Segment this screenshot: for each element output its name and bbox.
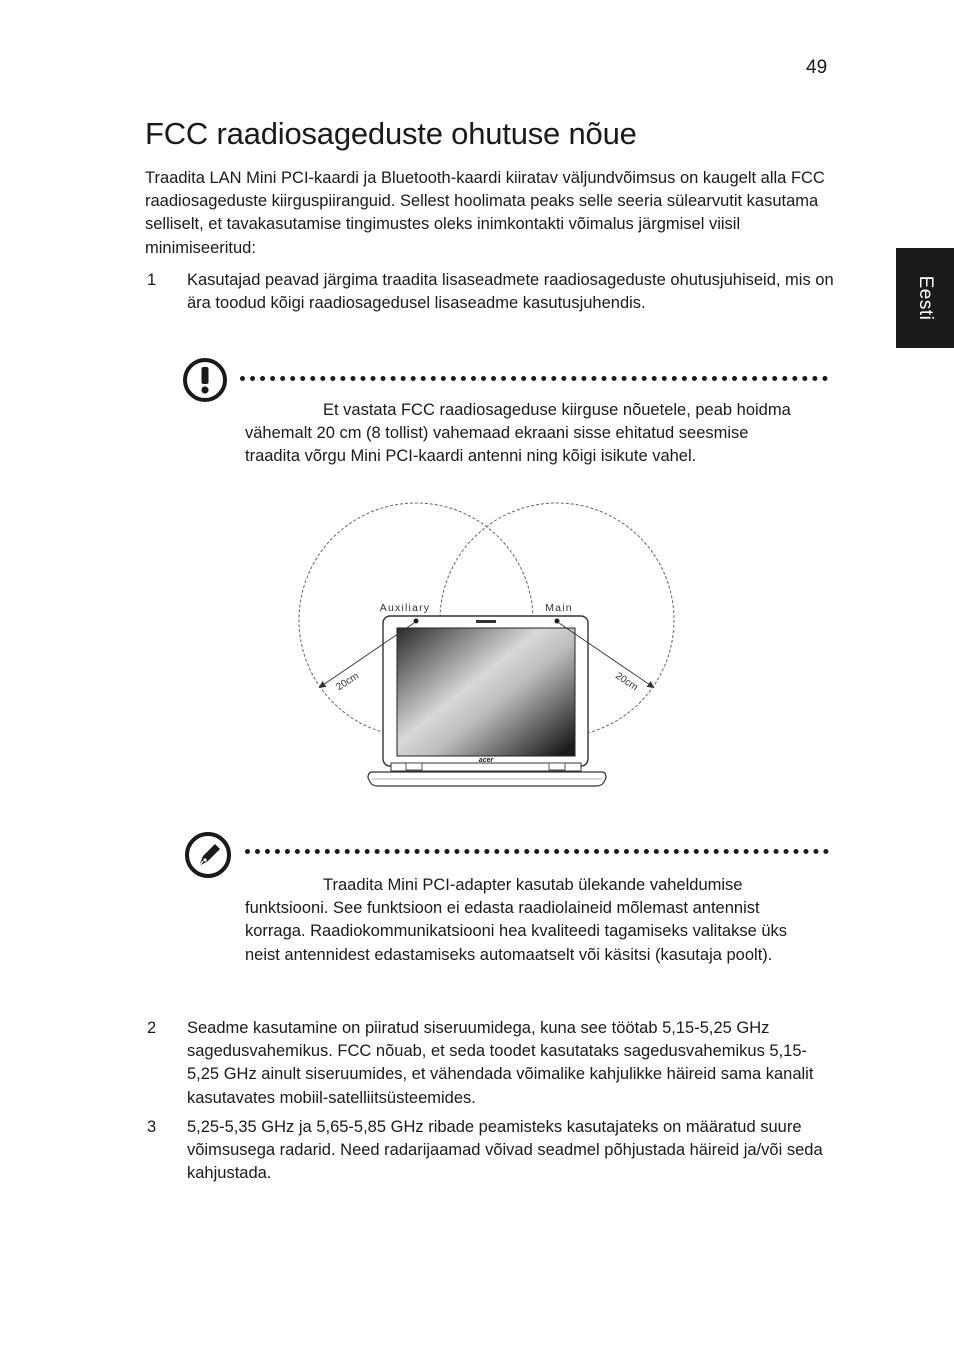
antenna-distance-diagram: [290, 498, 690, 798]
caution-text: Et vastata FCC raadiosageduse kiirguse nõuetele, peab hoidma vähemalt 20 cm (8 tollist) vahemaad ekraani sisse ehitatud seesmise traadita võrgu Mini PCI-kaardi antenni ning kõigi isikute vahel.: [245, 401, 791, 466]
page-number: 49: [806, 57, 828, 78]
auxiliary-antenna-label: Auxiliary: [379, 602, 431, 614]
language-side-tab-label: Eesti: [915, 275, 936, 321]
note-divider: [245, 849, 829, 854]
note-text: Traadita Mini PCI-adapter kasutab ülekande vaheldumise funktsiooni. See funktsioon ei edasta raadiolaineid mõlemast antennist korraga. Raadiokommunikatsiooni hea kvaliteedi tagamiseks valitakse üks neist antennidest edastamiseks automaatselt või käsitsi (kasutaja poolt).: [245, 876, 788, 964]
main-antenna-label: Main: [545, 602, 573, 614]
list-item-1: [145, 269, 835, 315]
list-number: 2: [147, 1019, 157, 1037]
list-number: 3: [147, 1118, 157, 1136]
caution-divider: [240, 376, 828, 381]
list-item-2: [145, 1017, 835, 1110]
pen-circle-icon: [184, 831, 232, 879]
laptop-screen: [397, 628, 575, 756]
page-title: FCC raadiosageduste ohutuse nõue: [145, 116, 637, 151]
intro-paragraph: Traadita LAN Mini PCI-kaardi ja Bluetooth-kaardi kiiratav väljundvõimsus on kaugelt alla FCC raadiosageduste kiirguspiiranguid. Sellest hoolimata peaks selle seeria sülearvutit kasutama selliselt, et tavakasutamise tingimustes oleks inimkontakti võimalus järgmisel viisil minimiseeritud:: [145, 169, 825, 257]
exclamation-circle-icon: [182, 357, 228, 403]
main-antenna-marker: [555, 619, 560, 624]
laptop-logo: acer: [478, 757, 494, 764]
list-text: Seadme kasutamine on piiratud siseruumidega, kuna see töötab 5,15-5,25 GHz sagedusvahemikus. FCC nõuab, et seda toodet kasutataks sagedusvahemikus 5,15-5,25 GHz ainult siseruumides, et vähendada võimalike kahjulikke häireid sama kanalit kasutavates mobiil-satelliitsüsteemides.: [187, 1019, 814, 1107]
main-distance-label: 20cm: [613, 670, 640, 694]
list-item-3: [145, 1116, 835, 1186]
list-number: 1: [147, 271, 157, 289]
list-text: 5,25-5,35 GHz ja 5,65-5,85 GHz ribade peamisteks kasutajateks on määratud suure võimsusega radarid. Need radarijaamad võivad seadmel põhjustada häireid ja/või seda kahjustada.: [187, 1118, 823, 1183]
language-side-tab: [896, 248, 954, 348]
auxiliary-distance-label: 20cm: [334, 670, 361, 694]
list-text: Kasutajad peavad järgima traadita lisaseadmete raadiosageduste ohutusjuhiseid, mis on ära toodud kõigi raadiosagedusel lisaseadme kasutusjuhendis.: [187, 271, 834, 313]
auxiliary-antenna-marker: [414, 619, 419, 624]
